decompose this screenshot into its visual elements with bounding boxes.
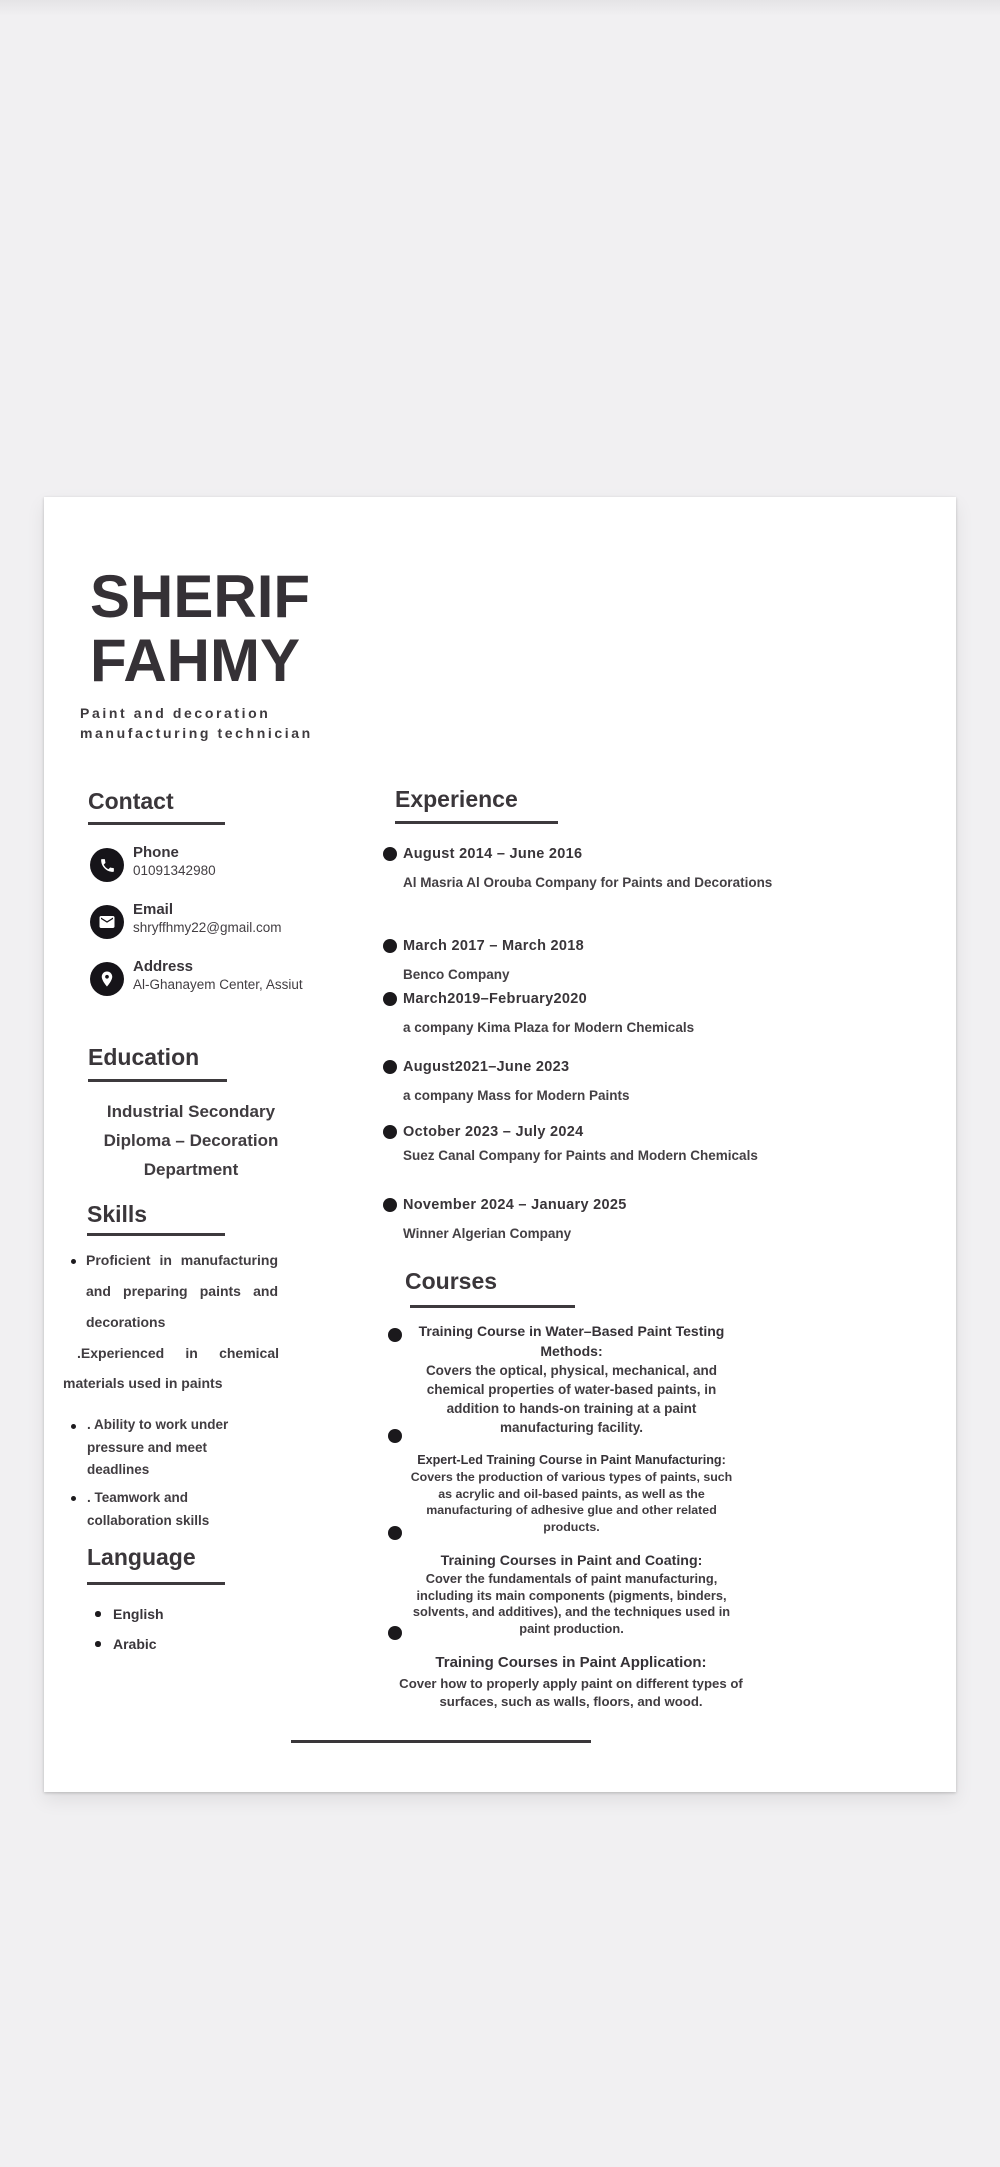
experience-entry	[403, 1058, 773, 1108]
experience-entry	[403, 990, 773, 1040]
courses-heading: Courses	[405, 1268, 498, 1294]
experience-date: November 2024 – January 2025	[403, 1197, 627, 1213]
experience-date: March 2017 – March 2018	[403, 938, 585, 954]
course-title: Expert-Led Training Course in Paint Manufacturing:	[417, 1453, 726, 1467]
skill-item: . Ability to work under pressure and meet deadlines	[87, 1417, 229, 1477]
footer-divider-line	[291, 1740, 591, 1743]
bullet-dot	[95, 1641, 101, 1647]
experience-company: Benco Company	[403, 967, 510, 982]
bullet-dot	[95, 1611, 101, 1617]
course-description: Cover how to properly apply paint on different types of surfaces, such as walls, floors, and wood.	[399, 1676, 743, 1709]
experience-entry	[403, 1196, 773, 1246]
email-value: shryffhmy22@gmail.com	[133, 920, 282, 935]
course-entry	[399, 1322, 744, 1437]
education-heading: Education	[88, 1044, 200, 1070]
bullet-dot	[383, 1125, 397, 1139]
skill-item: .Experienced in chemical materials used in paints	[63, 1345, 279, 1391]
bullet-dot	[383, 1060, 397, 1074]
experience-entry	[403, 1123, 773, 1167]
contact-item-phone	[133, 844, 216, 879]
email-label: Email	[133, 901, 174, 918]
skill-item: . Teamwork and collaboration skills	[87, 1490, 210, 1528]
contact-item-email	[133, 901, 282, 936]
course-title: Training Course in Water–Based Paint Testing Methods:	[418, 1323, 725, 1359]
course-description: Cover the fundamentals of paint manufacturing, including its main components (pigments, binders, solvents, and additives), and the techniques used in paint production.	[412, 1571, 731, 1636]
address-label: Address	[133, 958, 194, 975]
location-icon	[90, 962, 124, 996]
person-name	[90, 565, 310, 693]
name-line-1: SHERIF	[90, 563, 311, 630]
language-heading-rule	[87, 1582, 225, 1585]
course-description: Covers the production of various types of paints, such as acrylic and oil-based paints, as well as the manufacturing of adhesive glue and other related products.	[410, 1470, 733, 1534]
phone-icon	[90, 848, 124, 882]
skills-heading-rule	[87, 1233, 225, 1236]
experience-company: a company Kima Plaza for Modern Chemicals	[403, 1020, 695, 1035]
contact-heading-rule	[88, 822, 225, 825]
bullet-dot	[383, 939, 397, 953]
courses-heading-rule	[410, 1305, 575, 1308]
course-title: Training Courses in Paint Application:	[435, 1654, 707, 1671]
email-icon	[90, 905, 124, 939]
job-title	[80, 703, 313, 743]
experience-date: March2019–February2020	[403, 991, 587, 1007]
language-heading: Language	[87, 1544, 196, 1570]
experience-company: a company Mass for Modern Paints	[403, 1088, 630, 1103]
experience-company: Winner Algerian Company	[403, 1226, 572, 1241]
experience-heading: Experience	[395, 786, 518, 812]
phone-value: 01091342980	[133, 863, 216, 878]
experience-company: Al Masria Al Orouba Company for Paints and Decorations	[403, 875, 773, 890]
bullet-dot	[383, 992, 397, 1006]
education-line: Department	[143, 1160, 239, 1179]
contact-item-address	[133, 958, 303, 993]
skill-item: Proficient in manufacturing and preparing paints and decorations	[86, 1252, 278, 1330]
experience-heading-rule	[395, 821, 558, 824]
course-entry	[396, 1653, 746, 1710]
resume-page	[44, 497, 956, 1792]
education-line: Diploma – Decoration	[103, 1131, 279, 1150]
bullet-dot	[383, 847, 397, 861]
name-line-2: FAHMY	[90, 627, 300, 694]
bullet-dot	[388, 1526, 402, 1540]
experience-entry	[403, 937, 773, 987]
bullet-dot	[383, 1198, 397, 1212]
bullet-dot	[71, 1496, 76, 1501]
course-title: Training Courses in Paint and Coating:	[440, 1553, 703, 1569]
language-item: English	[113, 1606, 164, 1622]
job-title-line-2: manufacturing technician	[80, 725, 313, 741]
language-item: Arabic	[113, 1636, 157, 1652]
course-entry	[404, 1452, 739, 1535]
education-heading-rule	[88, 1079, 227, 1082]
phone-label: Phone	[133, 844, 179, 861]
education-text	[71, 1097, 311, 1184]
course-description: Covers the optical, physical, mechanical, and chemical properties of water-based paints, in addition to hands-on training at a paint manufacturing facility.	[425, 1363, 718, 1435]
education-line: Industrial Secondary	[106, 1102, 276, 1121]
skills-heading: Skills	[87, 1201, 148, 1227]
experience-entry	[403, 845, 773, 895]
bullet-dot	[71, 1424, 76, 1429]
bullet-dot	[71, 1259, 76, 1264]
course-entry	[399, 1552, 744, 1637]
experience-date: October 2023 – July 2024	[403, 1124, 584, 1140]
contact-heading: Contact	[88, 788, 174, 814]
job-title-line-1: Paint and decoration	[80, 705, 271, 721]
address-value: Al-Ghanayem Center, Assiut	[133, 977, 303, 992]
experience-date: August2021–June 2023	[403, 1059, 570, 1075]
experience-company: Suez Canal Company for Paints and Modern Chemicals	[403, 1148, 758, 1163]
experience-date: August 2014 – June 2016	[403, 846, 583, 862]
